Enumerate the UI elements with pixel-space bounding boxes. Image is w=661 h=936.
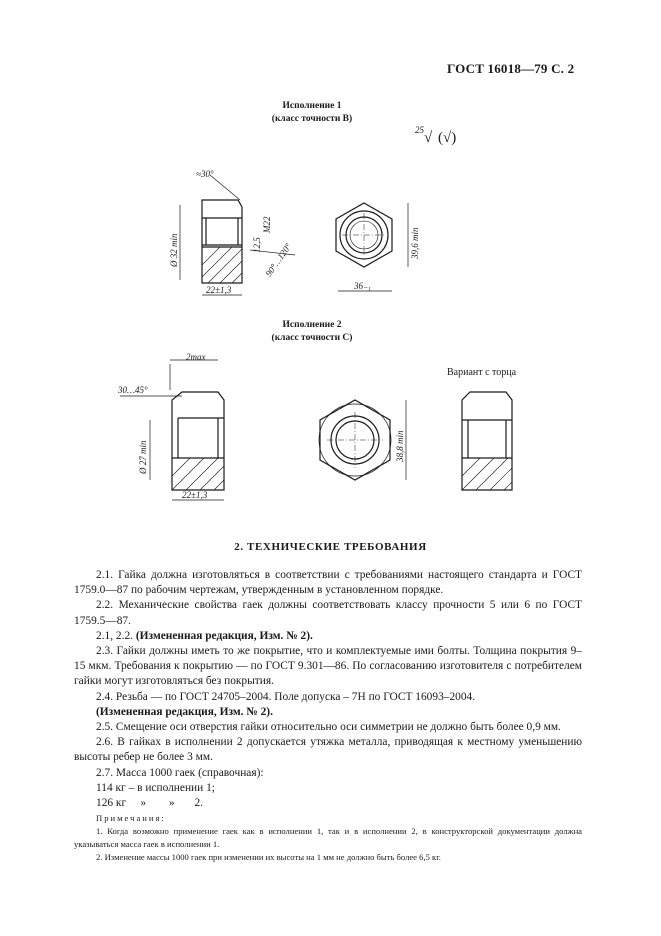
variant-label: Вариант с торца	[447, 367, 517, 378]
fig2-side-outline	[172, 392, 224, 490]
para-2-4: 2.4. Резьба — по ГОСТ 24705–2004. Поле допуска – 7Н по ГОСТ 16093–2004.	[96, 690, 476, 703]
figure1-subtitle: (класс точности В)	[271, 114, 353, 124]
figure2-drawing	[100, 350, 530, 520]
para-2-3: 2.3. Гайки должны иметь то же покрытие, что и комплектуемые ими болты. Толщина покрытия 9–15 мкм. Требования к покрытию — по ГОСТ 9.301—86. По согласованию изготовителя с потребителем гайки могут изготовляться без покрытия.	[74, 645, 582, 688]
fig1-dim-diameter: Ø 32 min	[169, 233, 179, 267]
para-2-1-2-note: (Измененная редакция, Изм. № 2).	[135, 629, 313, 642]
section-title: 2. ТЕХНИЧЕСКИЕ ТРЕБОВАНИЯ	[234, 541, 427, 553]
fig2-dim-max-offset: 2max	[186, 352, 206, 362]
fig2-variant-hatch	[462, 458, 512, 490]
fig1-dim-width-flats: 36₋₁	[354, 281, 371, 291]
para-2-4-note: (Измененная редакция, Изм. № 2).	[96, 705, 273, 718]
fig2-dim-height: 22±1,3	[182, 490, 208, 500]
mass-item-2: 126 кг » » 2.	[96, 797, 204, 810]
fig1-dim-across-corners: 39,6 min	[410, 227, 420, 259]
fig1-dim-height: 22±1,3	[206, 285, 232, 295]
fig2-dim-chamfer: 30…45°	[118, 385, 148, 395]
roughness-extra: (√)	[437, 130, 457, 146]
fig1-dim-countersink: 90°…120°	[263, 241, 294, 279]
fig1-side-outline	[202, 200, 242, 283]
note-1: 1. Когда возможно применение гаек как в исполнении 1, так и в исполнении 2, в конструкторской документации должна указываться масса гаек в исполнении 1.	[74, 826, 582, 850]
para-2-2: 2.2. Механические свойства гаек должны соответствовать классу прочности 5 или 6 по ГОСТ 1759.5—87.	[74, 599, 582, 627]
fig1-dim-depth: 12,5	[252, 237, 262, 253]
page-header: ГОСТ 16018—79 С. 2	[447, 61, 575, 76]
fig2-hatch	[172, 458, 224, 490]
mass-item-1: 114 кг – в исполнении 1;	[96, 781, 215, 794]
para-2-1-2-num: 2.1, 2.2.	[96, 629, 134, 642]
figure1-title: Исполнение 1	[282, 101, 342, 111]
fig2-dim-across-corners: 38,8 min	[395, 430, 405, 462]
fig1-dim-thread: M22	[262, 216, 272, 233]
figure1-drawing	[150, 155, 450, 305]
section-body	[74, 568, 582, 864]
roughness-check-icon: √	[424, 130, 433, 146]
figure2-title: Исполнение 2	[282, 320, 342, 330]
notes	[74, 812, 582, 864]
para-2-1-2	[74, 629, 582, 644]
roughness-symbol	[415, 125, 457, 147]
para-2-1: 2.1. Гайка должна изготовляться в соответствии с требованиями настоящего стандарта и ГОСТ 1759.0—87 по рабочим чертежам, утвержденным в установленном порядке.	[74, 569, 582, 597]
note-2: 2. Изменение массы 1000 гаек при изменении их высоты на 1 мм не должно быть более 6,5 кг.	[96, 852, 441, 863]
figure2-subtitle: (класс точности С)	[271, 333, 353, 343]
notes-title: Примечания:	[96, 813, 166, 824]
fig1-hatch	[202, 247, 242, 283]
para-2-5: 2.5. Смещение оси отверстия гайки относительно оси симметрии не должно быть более 0,9 мм.	[96, 721, 561, 734]
fig1-dim-chamfer: ≈30°	[196, 169, 214, 179]
para-2-7: 2.7. Масса 1000 гаек (справочная):	[96, 766, 264, 779]
para-2-6: 2.6. В гайках в исполнении 2 допускается утяжка металла, приводящая к местному уменьшению высоты ребер не более 3 мм.	[74, 736, 582, 764]
roughness-value: 25	[415, 125, 424, 135]
fig2-dim-diameter: Ø 27 min	[138, 440, 148, 474]
